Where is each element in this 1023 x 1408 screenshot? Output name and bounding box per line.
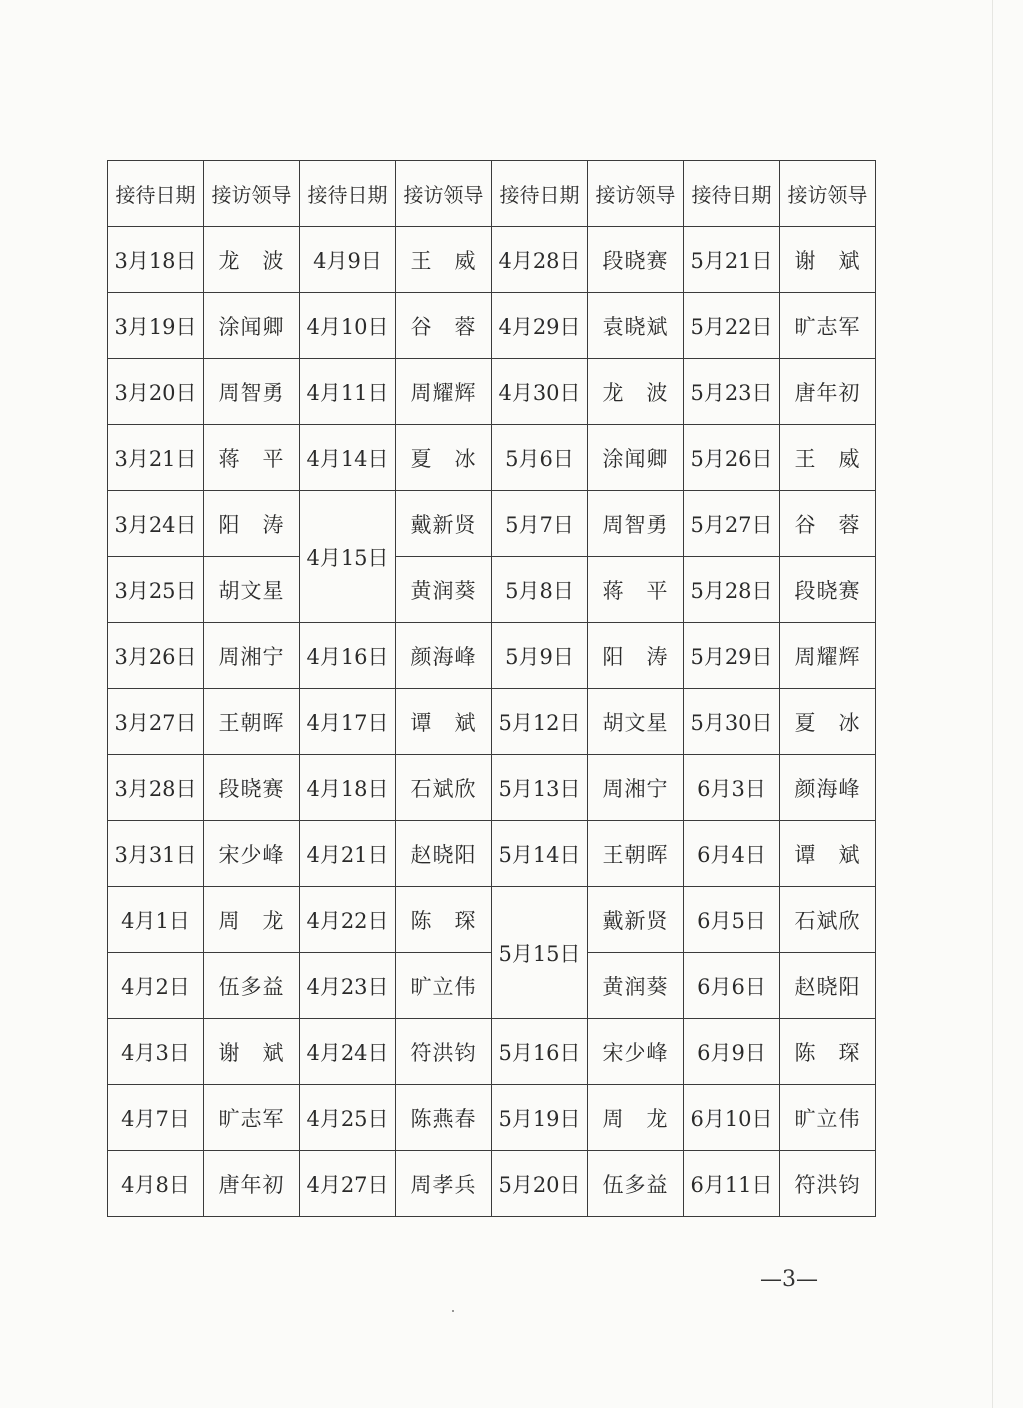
date-cell: 3月31日 (108, 821, 204, 887)
table-row (108, 689, 876, 755)
leader-cell: 阳 涛 (588, 623, 684, 689)
date-cell: 6月3日 (684, 755, 780, 821)
date-cell: 4月9日 (300, 227, 396, 293)
date-cell: 4月22日 (300, 887, 396, 953)
leader-cell: 蒋 平 (204, 425, 300, 491)
date-cell: 3月24日 (108, 491, 204, 557)
leader-cell: 唐年初 (204, 1151, 300, 1217)
page-number: —3— (760, 1267, 818, 1292)
leader-cell: 符洪钧 (396, 1019, 492, 1085)
table-header-row (108, 161, 876, 227)
table-row (108, 359, 876, 425)
date-cell: 4月1日 (108, 887, 204, 953)
leader-cell: 谭 斌 (396, 689, 492, 755)
date-cell: 6月6日 (684, 953, 780, 1019)
date-cell: 5月23日 (684, 359, 780, 425)
date-cell: 5月12日 (492, 689, 588, 755)
leader-cell: 段晓赛 (780, 557, 876, 623)
date-cell: 3月26日 (108, 623, 204, 689)
header-visiting-leader: 接访领导 (204, 161, 300, 227)
date-cell: 4月28日 (492, 227, 588, 293)
date-cell: 4月3日 (108, 1019, 204, 1085)
leader-cell: 周湘宁 (588, 755, 684, 821)
leader-cell: 周耀辉 (396, 359, 492, 425)
date-cell: 4月17日 (300, 689, 396, 755)
date-cell: 4月27日 (300, 1151, 396, 1217)
table-row (108, 227, 876, 293)
leader-cell: 龙 波 (588, 359, 684, 425)
leader-cell: 伍多益 (588, 1151, 684, 1217)
date-cell: 3月25日 (108, 557, 204, 623)
table-row (108, 491, 876, 557)
table-row (108, 425, 876, 491)
leader-cell: 胡文星 (204, 557, 300, 623)
leader-cell: 王朝晖 (588, 821, 684, 887)
leader-cell: 唐年初 (780, 359, 876, 425)
leader-cell: 颜海峰 (396, 623, 492, 689)
date-cell: 4月24日 (300, 1019, 396, 1085)
leader-cell: 阳 涛 (204, 491, 300, 557)
leader-cell: 戴新贤 (396, 491, 492, 557)
leader-cell: 符洪钧 (780, 1151, 876, 1217)
leader-cell: 石斌欣 (780, 887, 876, 953)
header-visiting-leader: 接访领导 (588, 161, 684, 227)
leader-cell: 黄润葵 (396, 557, 492, 623)
leader-cell: 王 威 (780, 425, 876, 491)
header-reception-date: 接待日期 (108, 161, 204, 227)
leader-cell: 陈 琛 (780, 1019, 876, 1085)
leader-cell: 涂闻卿 (588, 425, 684, 491)
leader-cell: 周湘宁 (204, 623, 300, 689)
leader-cell: 谭 斌 (780, 821, 876, 887)
date-cell: 5月26日 (684, 425, 780, 491)
date-cell: 5月13日 (492, 755, 588, 821)
leader-cell: 宋少峰 (204, 821, 300, 887)
leader-cell: 宋少峰 (588, 1019, 684, 1085)
date-cell: 4月8日 (108, 1151, 204, 1217)
date-cell: 4月2日 (108, 953, 204, 1019)
date-cell: 5月16日 (492, 1019, 588, 1085)
date-cell: 5月30日 (684, 689, 780, 755)
table-row (108, 623, 876, 689)
date-cell-merged: 4月15日 (300, 491, 396, 623)
date-cell: 6月10日 (684, 1085, 780, 1151)
leader-cell: 蒋 平 (588, 557, 684, 623)
date-cell: 5月6日 (492, 425, 588, 491)
date-cell: 5月27日 (684, 491, 780, 557)
date-cell: 4月11日 (300, 359, 396, 425)
table-row (108, 887, 876, 953)
leader-cell: 周孝兵 (396, 1151, 492, 1217)
leader-cell: 龙 波 (204, 227, 300, 293)
header-visiting-leader: 接访领导 (780, 161, 876, 227)
date-cell: 5月14日 (492, 821, 588, 887)
date-cell: 5月7日 (492, 491, 588, 557)
leader-cell: 赵晓阳 (396, 821, 492, 887)
header-visiting-leader: 接访领导 (396, 161, 492, 227)
page-edge-line (992, 0, 993, 1408)
date-cell: 3月18日 (108, 227, 204, 293)
table-row (108, 1085, 876, 1151)
table-row (108, 755, 876, 821)
leader-cell: 胡文星 (588, 689, 684, 755)
leader-cell: 周耀辉 (780, 623, 876, 689)
leader-cell: 王 威 (396, 227, 492, 293)
leader-cell: 旷立伟 (780, 1085, 876, 1151)
leader-cell: 谷 蓉 (780, 491, 876, 557)
date-cell: 4月14日 (300, 425, 396, 491)
leader-cell: 夏 冰 (396, 425, 492, 491)
date-cell: 4月18日 (300, 755, 396, 821)
date-cell: 4月23日 (300, 953, 396, 1019)
table-row (108, 1151, 876, 1217)
leader-cell: 周 龙 (204, 887, 300, 953)
date-cell: 6月11日 (684, 1151, 780, 1217)
leader-cell: 陈 琛 (396, 887, 492, 953)
leader-cell: 段晓赛 (204, 755, 300, 821)
date-cell: 4月7日 (108, 1085, 204, 1151)
date-cell: 5月28日 (684, 557, 780, 623)
leader-cell: 袁晓斌 (588, 293, 684, 359)
reception-schedule-table (107, 160, 876, 1217)
table-row (108, 821, 876, 887)
date-cell: 4月30日 (492, 359, 588, 425)
leader-cell: 涂闻卿 (204, 293, 300, 359)
leader-cell: 旷立伟 (396, 953, 492, 1019)
date-cell: 3月20日 (108, 359, 204, 425)
date-cell: 6月4日 (684, 821, 780, 887)
leader-cell: 周智勇 (204, 359, 300, 425)
table-row (108, 293, 876, 359)
leader-cell: 周 龙 (588, 1085, 684, 1151)
date-cell: 5月21日 (684, 227, 780, 293)
header-reception-date: 接待日期 (492, 161, 588, 227)
date-cell: 5月9日 (492, 623, 588, 689)
leader-cell: 谷 蓉 (396, 293, 492, 359)
leader-cell: 谢 斌 (780, 227, 876, 293)
date-cell: 4月16日 (300, 623, 396, 689)
leader-cell: 王朝晖 (204, 689, 300, 755)
leader-cell: 伍多益 (204, 953, 300, 1019)
date-cell-merged: 5月15日 (492, 887, 588, 1019)
leader-cell: 旷志军 (780, 293, 876, 359)
date-cell: 4月21日 (300, 821, 396, 887)
date-cell: 5月19日 (492, 1085, 588, 1151)
header-reception-date: 接待日期 (300, 161, 396, 227)
date-cell: 3月27日 (108, 689, 204, 755)
leader-cell: 石斌欣 (396, 755, 492, 821)
date-cell: 4月29日 (492, 293, 588, 359)
header-reception-date: 接待日期 (684, 161, 780, 227)
date-cell: 3月21日 (108, 425, 204, 491)
leader-cell: 戴新贤 (588, 887, 684, 953)
leader-cell: 黄润葵 (588, 953, 684, 1019)
leader-cell: 颜海峰 (780, 755, 876, 821)
date-cell: 6月5日 (684, 887, 780, 953)
date-cell: 4月10日 (300, 293, 396, 359)
leader-cell: 段晓赛 (588, 227, 684, 293)
date-cell: 6月9日 (684, 1019, 780, 1085)
date-cell: 3月19日 (108, 293, 204, 359)
leader-cell: 陈燕春 (396, 1085, 492, 1151)
date-cell: 5月8日 (492, 557, 588, 623)
leader-cell: 赵晓阳 (780, 953, 876, 1019)
leader-cell: 谢 斌 (204, 1019, 300, 1085)
leader-cell: 夏 冰 (780, 689, 876, 755)
table-row (108, 557, 876, 623)
date-cell: 3月28日 (108, 755, 204, 821)
table-row (108, 1019, 876, 1085)
date-cell: 5月29日 (684, 623, 780, 689)
scan-speck (452, 1310, 454, 1312)
leader-cell: 周智勇 (588, 491, 684, 557)
date-cell: 5月20日 (492, 1151, 588, 1217)
leader-cell: 旷志军 (204, 1085, 300, 1151)
date-cell: 5月22日 (684, 293, 780, 359)
date-cell: 4月25日 (300, 1085, 396, 1151)
